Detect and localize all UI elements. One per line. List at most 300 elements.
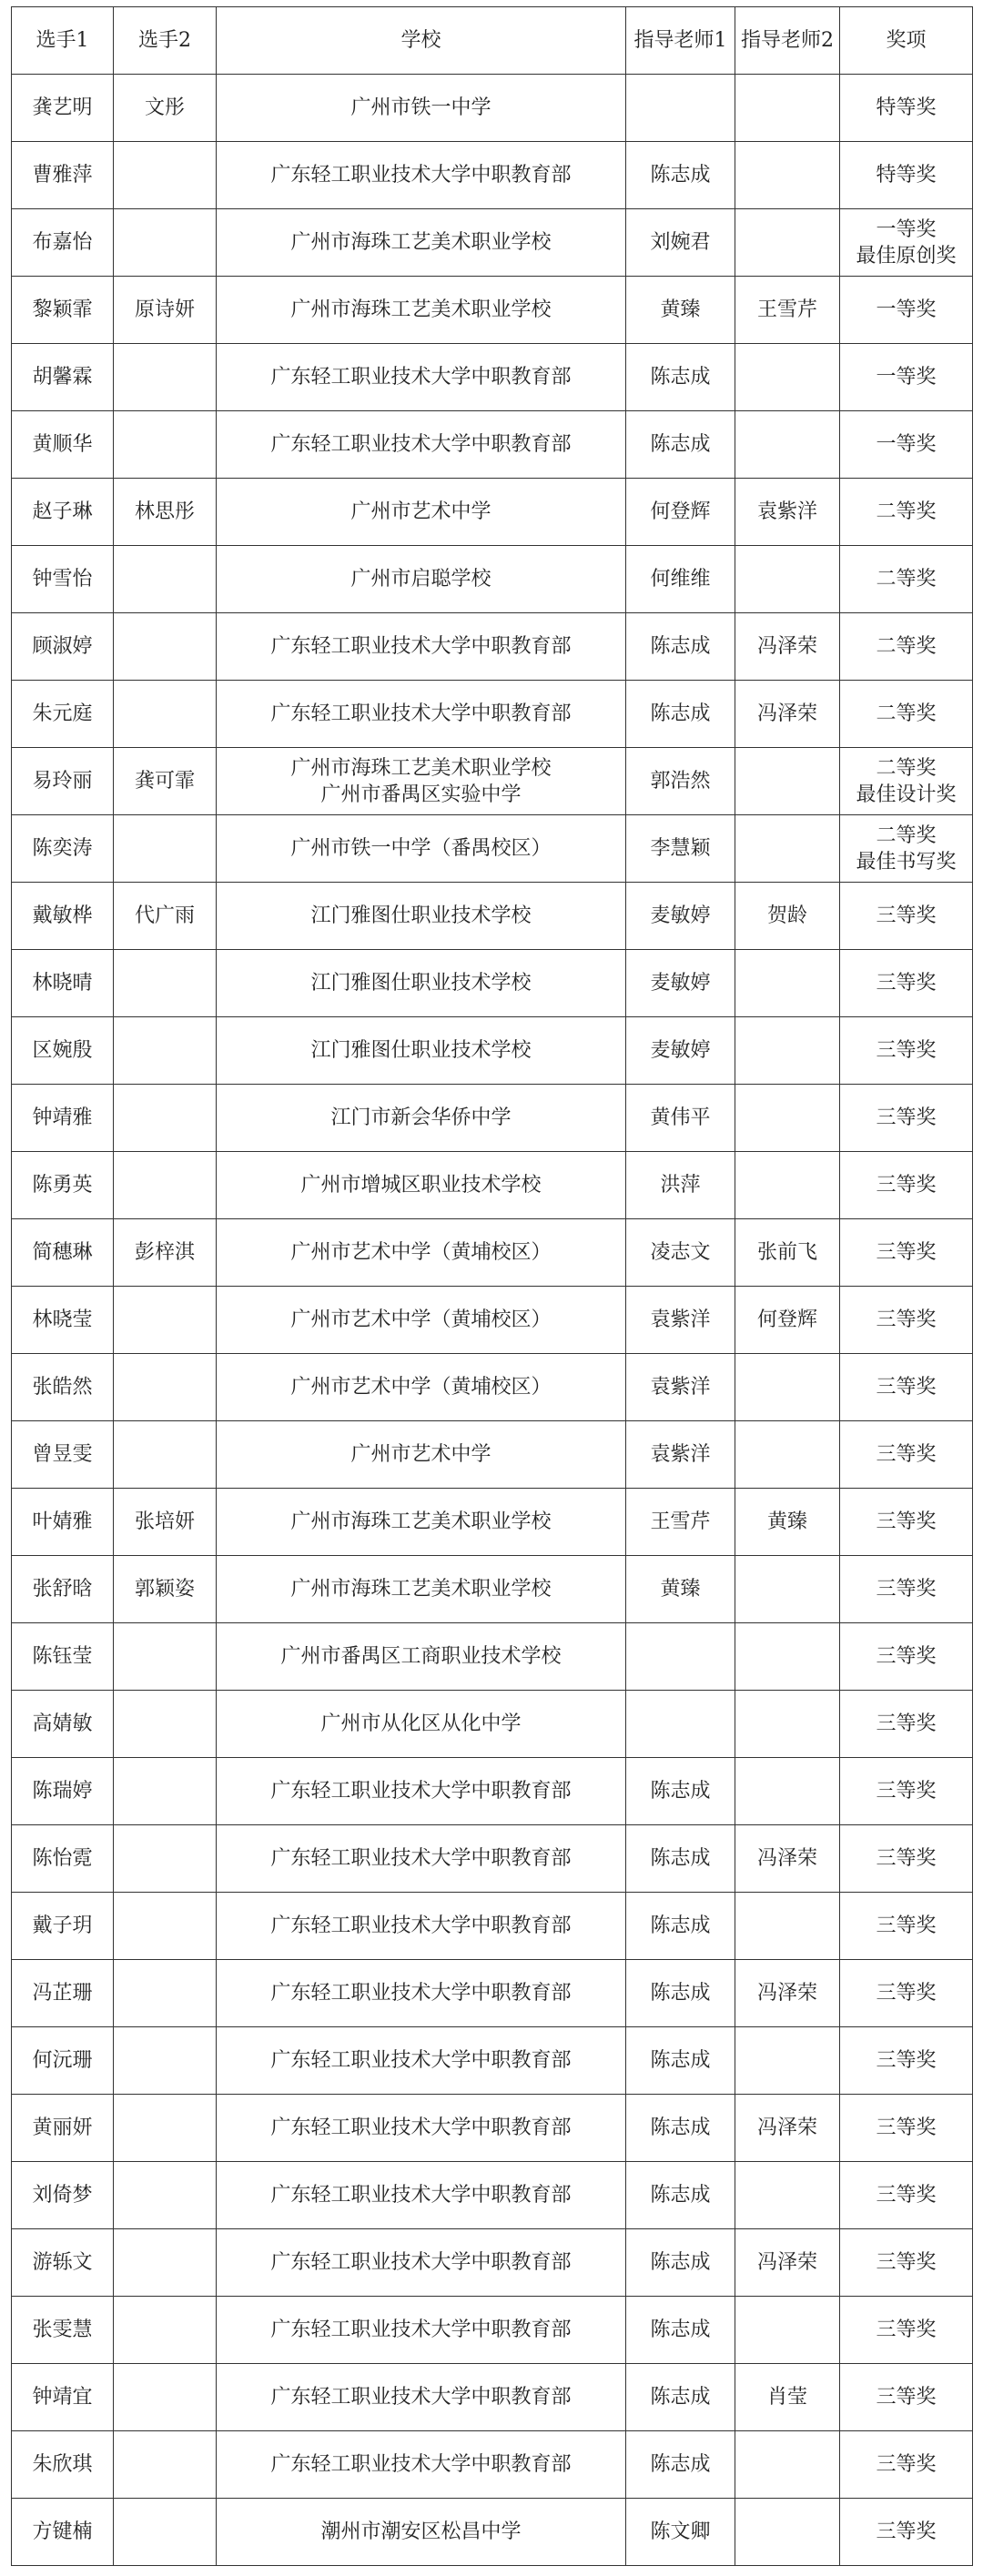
school-cell (217, 2229, 626, 2297)
school-cell-line: 广州市海珠工艺美术职业学校 (290, 1510, 552, 1533)
contestant-2-cell: 林思彤 (114, 479, 217, 546)
award-cell (840, 75, 973, 142)
school-cell-line: 广东轻工职业技术大学中职教育部 (270, 164, 572, 187)
school-cell-line: 广东轻工职业技术大学中职教育部 (270, 2116, 572, 2139)
advisor-2-cell (735, 748, 840, 815)
advisor-2-cell (735, 1623, 840, 1691)
contestant-2-cell (114, 1623, 217, 1691)
contestant-2-cell (114, 2229, 217, 2297)
school-cell-line: 广东轻工职业技术大学中职教育部 (270, 433, 572, 456)
table-row (12, 1960, 973, 2027)
school-cell-line: 广州市增城区职业技术学校 (300, 1174, 542, 1197)
award-cell (840, 1017, 973, 1085)
advisor-1-cell: 陈志成 (626, 613, 735, 681)
contestant-2-cell (114, 546, 217, 613)
advisor-1-cell: 陈志成 (626, 2364, 735, 2431)
award-cell (840, 1287, 973, 1354)
advisor-2-cell (735, 1691, 840, 1758)
award-cell (840, 209, 973, 277)
advisor-2-cell (735, 1152, 840, 1219)
school-cell-line: 江门雅图仕职业技术学校 (310, 972, 532, 995)
advisor-1-cell: 黄臻 (626, 277, 735, 344)
table-row (12, 1825, 973, 1893)
award-cell-line: 三等奖 (876, 1308, 937, 1331)
advisor-1-cell: 陈志成 (626, 2027, 735, 2095)
award-cell (840, 1691, 973, 1758)
award-cell-line: 一等奖 (876, 433, 937, 456)
advisor-2-cell (735, 546, 840, 613)
advisor-2-cell: 黄臻 (735, 1489, 840, 1556)
award-cell-line: 三等奖 (876, 1982, 937, 2005)
school-cell-line: 广州市番禺区实验中学 (320, 783, 522, 806)
school-cell (217, 411, 626, 479)
award-cell (840, 1825, 973, 1893)
advisor-1-cell: 凌志文 (626, 1219, 735, 1287)
contestant-1-cell: 林晓莹 (12, 1287, 114, 1354)
table-row (12, 1623, 973, 1691)
school-cell-line: 广东轻工职业技术大学中职教育部 (270, 702, 572, 725)
advisor-2-cell (735, 1354, 840, 1421)
award-cell (840, 1623, 973, 1691)
table-row (12, 142, 973, 209)
award-cell-line: 三等奖 (876, 1443, 937, 1466)
award-cell (840, 2229, 973, 2297)
table-row (12, 681, 973, 748)
award-cell (840, 2297, 973, 2364)
contestant-1-cell: 黄顺华 (12, 411, 114, 479)
contestant-1-cell: 曾昱雯 (12, 1421, 114, 1489)
award-cell-line: 三等奖 (876, 1106, 937, 1129)
school-cell-line: 潮州市潮安区松昌中学 (320, 2520, 522, 2543)
school-cell (217, 1017, 626, 1085)
award-cell-line: 特等奖 (876, 164, 937, 187)
header-contestant-2: 选手2 (114, 7, 217, 75)
contestant-2-cell (114, 344, 217, 411)
school-cell (217, 2027, 626, 2095)
advisor-2-cell (735, 209, 840, 277)
advisor-1-cell: 陈志成 (626, 681, 735, 748)
table-row (12, 2297, 973, 2364)
award-cell-line: 最佳设计奖 (856, 783, 957, 806)
school-cell-line: 广东轻工职业技术大学中职教育部 (270, 635, 572, 658)
table-row (12, 748, 973, 815)
school-cell (217, 1287, 626, 1354)
advisor-1-cell: 麦敏婷 (626, 883, 735, 950)
school-cell-line: 广东轻工职业技术大学中职教育部 (270, 2386, 572, 2409)
table-row (12, 2499, 973, 2566)
advisor-2-cell (735, 142, 840, 209)
award-cell (840, 1489, 973, 1556)
award-cell-line: 三等奖 (876, 2386, 937, 2409)
advisor-1-cell (626, 75, 735, 142)
contestant-2-cell (114, 1758, 217, 1825)
contestant-1-cell: 朱欣琪 (12, 2431, 114, 2499)
advisor-1-cell: 陈志成 (626, 142, 735, 209)
contestant-1-cell: 戴子玥 (12, 1893, 114, 1960)
school-cell-line: 广州市海珠工艺美术职业学校 (290, 231, 552, 254)
contestant-2-cell (114, 1421, 217, 1489)
school-cell-line: 广州市海珠工艺美术职业学校 (290, 298, 552, 321)
contestant-2-cell (114, 209, 217, 277)
school-cell-line: 广州市艺术中学（黄埔校区） (290, 1308, 552, 1331)
award-cell (840, 613, 973, 681)
award-cell (840, 2431, 973, 2499)
school-cell-line: 广州市铁一中学 (350, 96, 492, 119)
header-contestant-1: 选手1 (12, 7, 114, 75)
school-cell (217, 613, 626, 681)
advisor-2-cell: 贺龄 (735, 883, 840, 950)
award-cell-line: 三等奖 (876, 1376, 937, 1399)
school-cell (217, 681, 626, 748)
advisor-2-cell (735, 411, 840, 479)
contestant-2-cell (114, 2162, 217, 2229)
award-cell-line: 二等奖 (876, 500, 937, 523)
school-cell (217, 479, 626, 546)
school-cell (217, 2297, 626, 2364)
advisor-1-cell: 郭浩然 (626, 748, 735, 815)
advisor-2-cell (735, 2027, 840, 2095)
contestant-2-cell: 郭颖姿 (114, 1556, 217, 1623)
contestant-1-cell: 刘倚梦 (12, 2162, 114, 2229)
award-cell (840, 2162, 973, 2229)
award-cell (840, 411, 973, 479)
table-row (12, 209, 973, 277)
table-row (12, 950, 973, 1017)
contestant-2-cell: 彭梓淇 (114, 1219, 217, 1287)
school-cell-line: 广州市艺术中学 (350, 1443, 492, 1466)
advisor-1-cell: 陈志成 (626, 2297, 735, 2364)
school-cell-line: 广东轻工职业技术大学中职教育部 (270, 2453, 572, 2476)
award-cell-line: 二等奖 (876, 702, 937, 725)
contestant-2-cell (114, 613, 217, 681)
school-cell-line: 广东轻工职业技术大学中职教育部 (270, 366, 572, 389)
school-cell-line: 广州市海珠工艺美术职业学校 (290, 756, 552, 780)
advisor-2-cell (735, 75, 840, 142)
school-cell (217, 344, 626, 411)
school-cell (217, 1623, 626, 1691)
award-cell-line: 三等奖 (876, 1578, 937, 1601)
school-cell-line: 广州市铁一中学（番禺校区） (290, 837, 552, 860)
contestant-1-cell: 龚艺明 (12, 75, 114, 142)
header-advisor-1: 指导老师1 (626, 7, 735, 75)
advisor-2-cell (735, 950, 840, 1017)
contestant-1-cell: 方键楠 (12, 2499, 114, 2566)
school-cell-line: 江门雅图仕职业技术学校 (310, 904, 532, 927)
advisor-1-cell: 陈文卿 (626, 2499, 735, 2566)
award-cell (840, 546, 973, 613)
table-row (12, 1354, 973, 1421)
contestant-2-cell (114, 1152, 217, 1219)
table-row (12, 411, 973, 479)
contestant-2-cell: 张培妍 (114, 1489, 217, 1556)
award-cell-line: 三等奖 (876, 2116, 937, 2139)
school-cell-line: 广东轻工职业技术大学中职教育部 (270, 1780, 572, 1803)
award-cell (840, 1960, 973, 2027)
award-cell-line: 三等奖 (876, 1914, 937, 1937)
table-row (12, 1893, 973, 1960)
table-row (12, 883, 973, 950)
contestant-1-cell: 陈奕涛 (12, 815, 114, 883)
award-cell-line: 三等奖 (876, 972, 937, 995)
contestant-2-cell (114, 2297, 217, 2364)
table-row (12, 1017, 973, 1085)
school-cell-line: 广东轻工职业技术大学中职教育部 (270, 2049, 572, 2072)
award-cell-line: 三等奖 (876, 2251, 937, 2274)
award-cell-line: 一等奖 (876, 298, 937, 321)
advisor-2-cell: 张前飞 (735, 1219, 840, 1287)
school-cell (217, 1556, 626, 1623)
award-cell-line: 特等奖 (876, 96, 937, 119)
award-cell (840, 883, 973, 950)
contestant-2-cell (114, 1893, 217, 1960)
award-cell-line: 三等奖 (876, 2184, 937, 2207)
contestant-1-cell: 赵子琳 (12, 479, 114, 546)
advisor-2-cell: 冯泽荣 (735, 1960, 840, 2027)
contestant-1-cell: 黎颖霏 (12, 277, 114, 344)
award-cell-line: 二等奖 (876, 823, 937, 847)
advisor-1-cell: 陈志成 (626, 411, 735, 479)
award-cell (840, 142, 973, 209)
advisor-1-cell (626, 1623, 735, 1691)
contestant-1-cell: 陈瑞婷 (12, 1758, 114, 1825)
school-cell (217, 1085, 626, 1152)
advisor-1-cell: 黄臻 (626, 1556, 735, 1623)
table-row (12, 1421, 973, 1489)
school-cell (217, 277, 626, 344)
award-cell-line: 一等奖 (876, 366, 937, 389)
award-cell-line: 三等奖 (876, 1780, 937, 1803)
advisor-2-cell: 冯泽荣 (735, 681, 840, 748)
school-cell-line: 广东轻工职业技术大学中职教育部 (270, 1914, 572, 1937)
school-cell (217, 815, 626, 883)
table-row (12, 546, 973, 613)
award-cell (840, 2095, 973, 2162)
advisor-1-cell (626, 1691, 735, 1758)
award-cell (840, 748, 973, 815)
contestant-2-cell (114, 411, 217, 479)
advisor-1-cell: 洪萍 (626, 1152, 735, 1219)
award-cell-line: 三等奖 (876, 1241, 937, 1264)
award-cell (840, 2499, 973, 2566)
advisor-2-cell (735, 815, 840, 883)
contestant-1-cell: 陈勇英 (12, 1152, 114, 1219)
contestant-2-cell (114, 142, 217, 209)
table-row (12, 2229, 973, 2297)
contestant-2-cell: 文彤 (114, 75, 217, 142)
contestant-1-cell: 张皓然 (12, 1354, 114, 1421)
table-row (12, 1152, 973, 1219)
advisor-1-cell: 陈志成 (626, 344, 735, 411)
contestant-1-cell: 张舒晗 (12, 1556, 114, 1623)
award-cell (840, 1354, 973, 1421)
award-cell (840, 815, 973, 883)
school-cell-line: 广州市从化区从化中学 (320, 1712, 522, 1735)
contestant-1-cell: 朱元庭 (12, 681, 114, 748)
award-cell-line: 二等奖 (876, 756, 937, 780)
advisor-2-cell: 冯泽荣 (735, 1825, 840, 1893)
contestant-1-cell: 钟雪怡 (12, 546, 114, 613)
contestant-2-cell (114, 1825, 217, 1893)
school-cell (217, 883, 626, 950)
advisor-1-cell: 李慧颖 (626, 815, 735, 883)
contestant-1-cell: 高婧敏 (12, 1691, 114, 1758)
header-school: 学校 (217, 7, 626, 75)
advisor-2-cell (735, 1017, 840, 1085)
award-cell-line: 最佳原创奖 (856, 244, 957, 268)
contestant-2-cell (114, 2095, 217, 2162)
school-cell-line: 广东轻工职业技术大学中职教育部 (270, 1847, 572, 1870)
table-row (12, 1219, 973, 1287)
advisor-1-cell: 袁紫洋 (626, 1354, 735, 1421)
school-cell (217, 748, 626, 815)
advisor-2-cell: 何登辉 (735, 1287, 840, 1354)
award-cell-line: 三等奖 (876, 1645, 937, 1668)
school-cell (217, 1893, 626, 1960)
contestant-2-cell (114, 2431, 217, 2499)
advisor-1-cell: 王雪芹 (626, 1489, 735, 1556)
school-cell (217, 1152, 626, 1219)
advisor-1-cell: 陈志成 (626, 1758, 735, 1825)
table-row (12, 2162, 973, 2229)
advisor-2-cell (735, 2499, 840, 2566)
table-row (12, 815, 973, 883)
school-cell (217, 75, 626, 142)
school-cell-line: 广东轻工职业技术大学中职教育部 (270, 2251, 572, 2274)
table-row (12, 1287, 973, 1354)
advisor-2-cell: 冯泽荣 (735, 2095, 840, 2162)
school-cell-line: 广州市艺术中学（黄埔校区） (290, 1241, 552, 1264)
award-cell-line: 三等奖 (876, 2453, 937, 2476)
school-cell (217, 1354, 626, 1421)
school-cell-line: 广东轻工职业技术大学中职教育部 (270, 2318, 572, 2341)
table-row (12, 1085, 973, 1152)
award-cell (840, 1152, 973, 1219)
school-cell (217, 2499, 626, 2566)
advisor-1-cell: 陈志成 (626, 1960, 735, 2027)
award-table (11, 6, 973, 2566)
table-row (12, 2027, 973, 2095)
advisor-2-cell (735, 1758, 840, 1825)
advisor-1-cell: 陈志成 (626, 2162, 735, 2229)
advisor-1-cell: 麦敏婷 (626, 950, 735, 1017)
school-cell-line: 广州市番禺区工商职业技术学校 (280, 1645, 562, 1668)
contestant-2-cell (114, 1085, 217, 1152)
table-row (12, 479, 973, 546)
advisor-2-cell (735, 1421, 840, 1489)
advisor-2-cell (735, 2162, 840, 2229)
school-cell-line: 广州市海珠工艺美术职业学校 (290, 1578, 552, 1601)
award-cell-line: 三等奖 (876, 2318, 937, 2341)
contestant-1-cell: 叶婧雅 (12, 1489, 114, 1556)
school-cell (217, 1758, 626, 1825)
table-row (12, 2095, 973, 2162)
contestant-1-cell: 易玲丽 (12, 748, 114, 815)
award-cell-line: 三等奖 (876, 2049, 937, 2072)
advisor-2-cell (735, 344, 840, 411)
contestant-1-cell: 黄丽妍 (12, 2095, 114, 2162)
advisor-1-cell: 袁紫洋 (626, 1287, 735, 1354)
school-cell-line: 广东轻工职业技术大学中职教育部 (270, 1982, 572, 2005)
contestant-2-cell (114, 2364, 217, 2431)
table-header-row (12, 7, 973, 75)
header-advisor-2: 指导老师2 (735, 7, 840, 75)
award-cell (840, 2027, 973, 2095)
contestant-2-cell: 原诗妍 (114, 277, 217, 344)
contestant-2-cell (114, 1691, 217, 1758)
contestant-1-cell: 曹雅萍 (12, 142, 114, 209)
school-cell (217, 1421, 626, 1489)
advisor-2-cell (735, 2431, 840, 2499)
contestant-2-cell (114, 1017, 217, 1085)
contestant-1-cell: 戴敏桦 (12, 883, 114, 950)
table-body (12, 75, 973, 2566)
advisor-2-cell: 袁紫洋 (735, 479, 840, 546)
award-cell-line: 三等奖 (876, 2520, 937, 2543)
school-cell (217, 2162, 626, 2229)
table-row (12, 75, 973, 142)
award-cell-line: 三等奖 (876, 904, 937, 927)
header-award: 奖项 (840, 7, 973, 75)
school-cell-line: 广州市艺术中学（黄埔校区） (290, 1376, 552, 1399)
advisor-1-cell: 刘婉君 (626, 209, 735, 277)
contestant-1-cell: 简穗琳 (12, 1219, 114, 1287)
school-cell-line: 广州市启聪学校 (350, 568, 492, 591)
contestant-1-cell: 胡馨霖 (12, 344, 114, 411)
school-cell (217, 546, 626, 613)
school-cell (217, 2095, 626, 2162)
advisor-1-cell: 陈志成 (626, 2431, 735, 2499)
advisor-2-cell: 肖莹 (735, 2364, 840, 2431)
award-cell-line: 三等奖 (876, 1712, 937, 1735)
contestant-1-cell: 林晓晴 (12, 950, 114, 1017)
award-cell-line: 三等奖 (876, 1510, 937, 1533)
contestant-1-cell: 陈怡霓 (12, 1825, 114, 1893)
award-cell (840, 479, 973, 546)
contestant-1-cell: 何沅珊 (12, 2027, 114, 2095)
school-cell (217, 2364, 626, 2431)
contestant-1-cell: 钟靖雅 (12, 1085, 114, 1152)
advisor-1-cell: 何登辉 (626, 479, 735, 546)
school-cell (217, 1489, 626, 1556)
award-cell (840, 277, 973, 344)
contestant-1-cell: 区婉殷 (12, 1017, 114, 1085)
award-cell (840, 681, 973, 748)
award-cell (840, 344, 973, 411)
advisor-2-cell (735, 1556, 840, 1623)
advisor-2-cell (735, 1893, 840, 1960)
contestant-2-cell (114, 2499, 217, 2566)
award-cell-line: 三等奖 (876, 1039, 937, 1062)
contestant-2-cell: 代广雨 (114, 883, 217, 950)
advisor-1-cell: 陈志成 (626, 2229, 735, 2297)
table-row (12, 613, 973, 681)
contestant-2-cell (114, 815, 217, 883)
table-row (12, 1691, 973, 1758)
advisor-1-cell: 陈志成 (626, 1825, 735, 1893)
award-cell-line: 最佳书写奖 (856, 850, 957, 874)
table-row (12, 2431, 973, 2499)
advisor-2-cell (735, 2297, 840, 2364)
table-row (12, 344, 973, 411)
table-row (12, 1758, 973, 1825)
contestant-2-cell: 龚可霏 (114, 748, 217, 815)
award-cell (840, 1085, 973, 1152)
school-cell (217, 950, 626, 1017)
contestant-1-cell: 张雯慧 (12, 2297, 114, 2364)
award-cell (840, 1893, 973, 1960)
contestant-2-cell (114, 1354, 217, 1421)
advisor-1-cell: 袁紫洋 (626, 1421, 735, 1489)
